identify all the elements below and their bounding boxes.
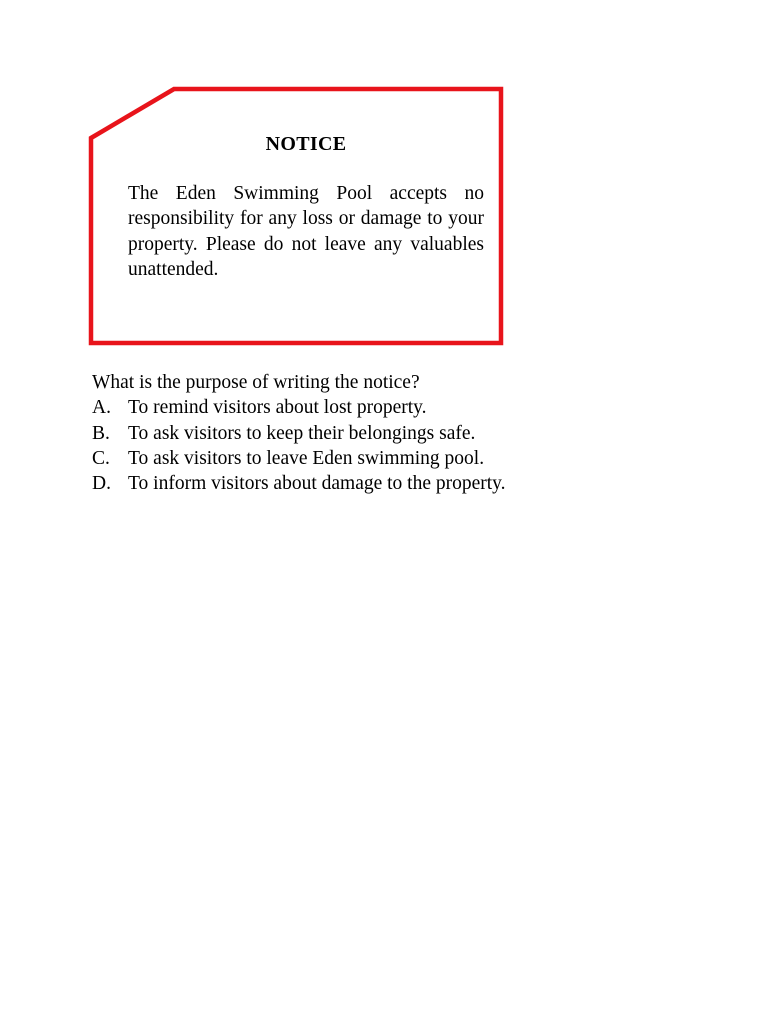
option-letter: A. <box>92 397 111 419</box>
notice-title: NOTICE <box>265 133 347 155</box>
option-letter: C. <box>92 447 110 469</box>
option-text: To remind visitors about lost property. <box>128 397 427 419</box>
option-b[interactable] <box>92 421 712 446</box>
question-block <box>92 370 712 496</box>
question-stem: What is the purpose of writing the notice? <box>92 372 420 393</box>
answer-options <box>92 395 712 496</box>
option-text: To ask visitors to keep their belongings safe. <box>128 422 476 444</box>
option-letter: D. <box>92 473 111 495</box>
notice-body: The Eden Swimming Pool accepts no responsibility for any loss or damage to your property. Please do not leave any valuables unattended. <box>128 183 484 280</box>
option-c[interactable] <box>92 446 712 471</box>
option-d[interactable] <box>92 471 712 496</box>
option-text: To inform visitors about damage to the property. <box>128 473 506 495</box>
option-text: To ask visitors to leave Eden swimming pool. <box>128 447 485 469</box>
option-letter: B. <box>92 422 110 444</box>
option-a[interactable] <box>92 395 712 420</box>
